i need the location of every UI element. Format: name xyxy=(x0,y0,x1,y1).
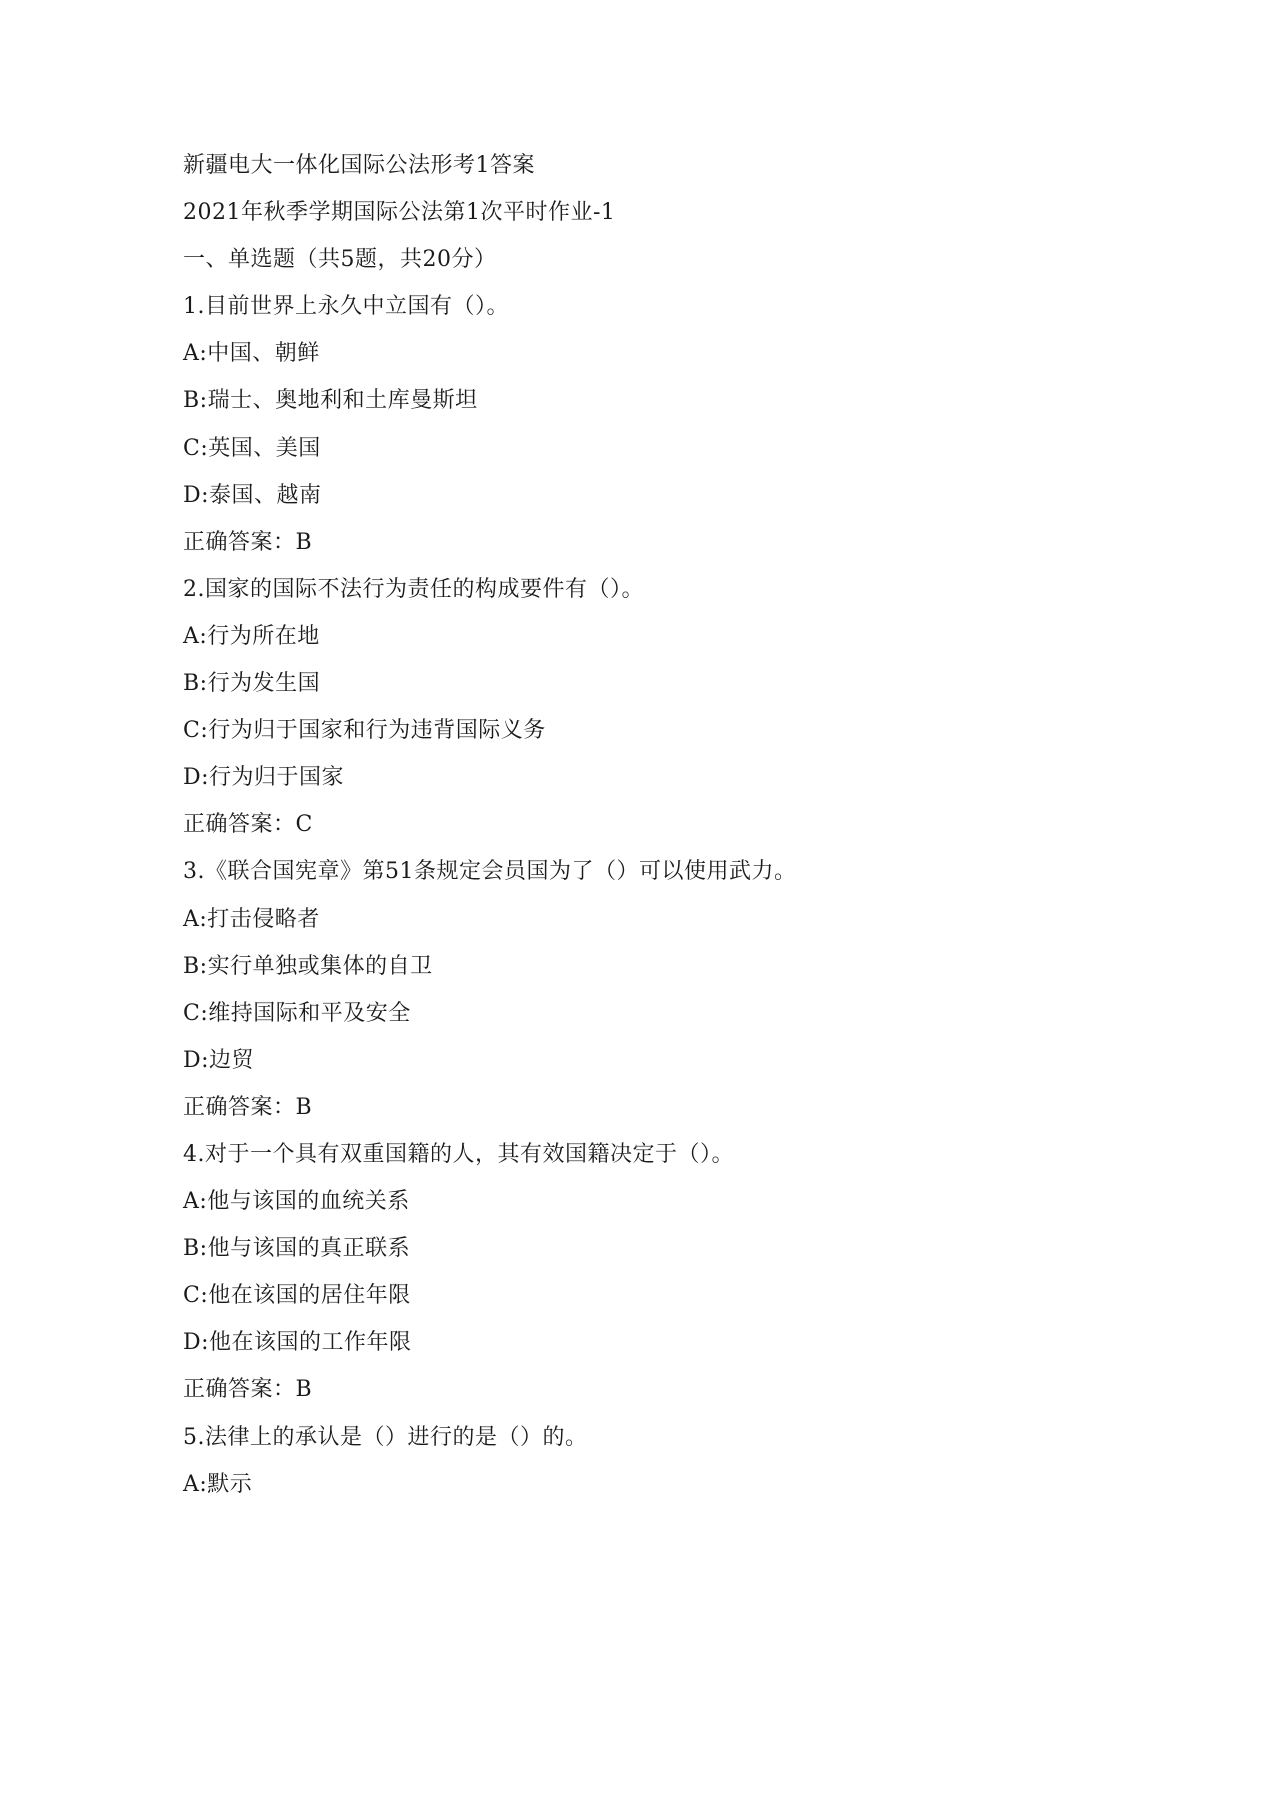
option-c: C:维持国际和平及安全 xyxy=(183,1000,411,1026)
section-heading: 一、单选题（共5题，共20分） xyxy=(183,247,497,273)
option-d: D:行为归于国家 xyxy=(183,765,345,791)
option-c: C:行为归于国家和行为违背国际义务 xyxy=(183,718,546,744)
option-c: C:英国、美国 xyxy=(183,435,321,461)
option-a: A:中国、朝鲜 xyxy=(183,341,320,367)
question-3 xyxy=(183,854,1183,1137)
option-d: D:边贸 xyxy=(183,1047,255,1073)
correct-answer: 正确答案：B xyxy=(183,1094,313,1120)
option-d: D:他在该国的工作年限 xyxy=(183,1330,412,1356)
question-stem: 5.法律上的承认是（）进行的是（）的。 xyxy=(183,1424,588,1450)
option-c: C:他在该国的居住年限 xyxy=(183,1283,411,1309)
document-content xyxy=(183,148,1183,1514)
document-title: 新疆电大一体化国际公法形考1答案 xyxy=(183,153,535,178)
option-a: A:打击侵略者 xyxy=(183,906,320,932)
option-b: B:他与该国的真正联系 xyxy=(183,1236,411,1262)
option-b: B:实行单独或集体的自卫 xyxy=(183,953,433,979)
question-4 xyxy=(183,1137,1183,1420)
question-5 xyxy=(183,1420,1183,1514)
document-subtitle: 2021年秋季学期国际公法第1次平时作业-1 xyxy=(183,200,616,226)
option-b: B:瑞士、奥地利和土库曼斯坦 xyxy=(183,388,478,414)
option-a: A:他与该国的血统关系 xyxy=(183,1189,410,1215)
question-2 xyxy=(183,572,1183,855)
question-stem: 1.目前世界上永久中立国有（）。 xyxy=(183,294,509,320)
question-stem: 3.《联合国宪章》第51条规定会员国为了（）可以使用武力。 xyxy=(183,859,797,885)
correct-answer: 正确答案：B xyxy=(183,529,313,555)
option-d: D:泰国、越南 xyxy=(183,482,322,508)
correct-answer: 正确答案：C xyxy=(183,812,313,838)
question-1 xyxy=(183,289,1183,572)
correct-answer: 正确答案：B xyxy=(183,1377,313,1403)
question-stem: 2.国家的国际不法行为责任的构成要件有（）。 xyxy=(183,576,644,602)
option-a: A:行为所在地 xyxy=(183,623,320,649)
question-stem: 4.对于一个具有双重国籍的人，其有效国籍决定于（）。 xyxy=(183,1141,734,1167)
option-a: A:默示 xyxy=(183,1471,253,1497)
option-b: B:行为发生国 xyxy=(183,671,321,697)
